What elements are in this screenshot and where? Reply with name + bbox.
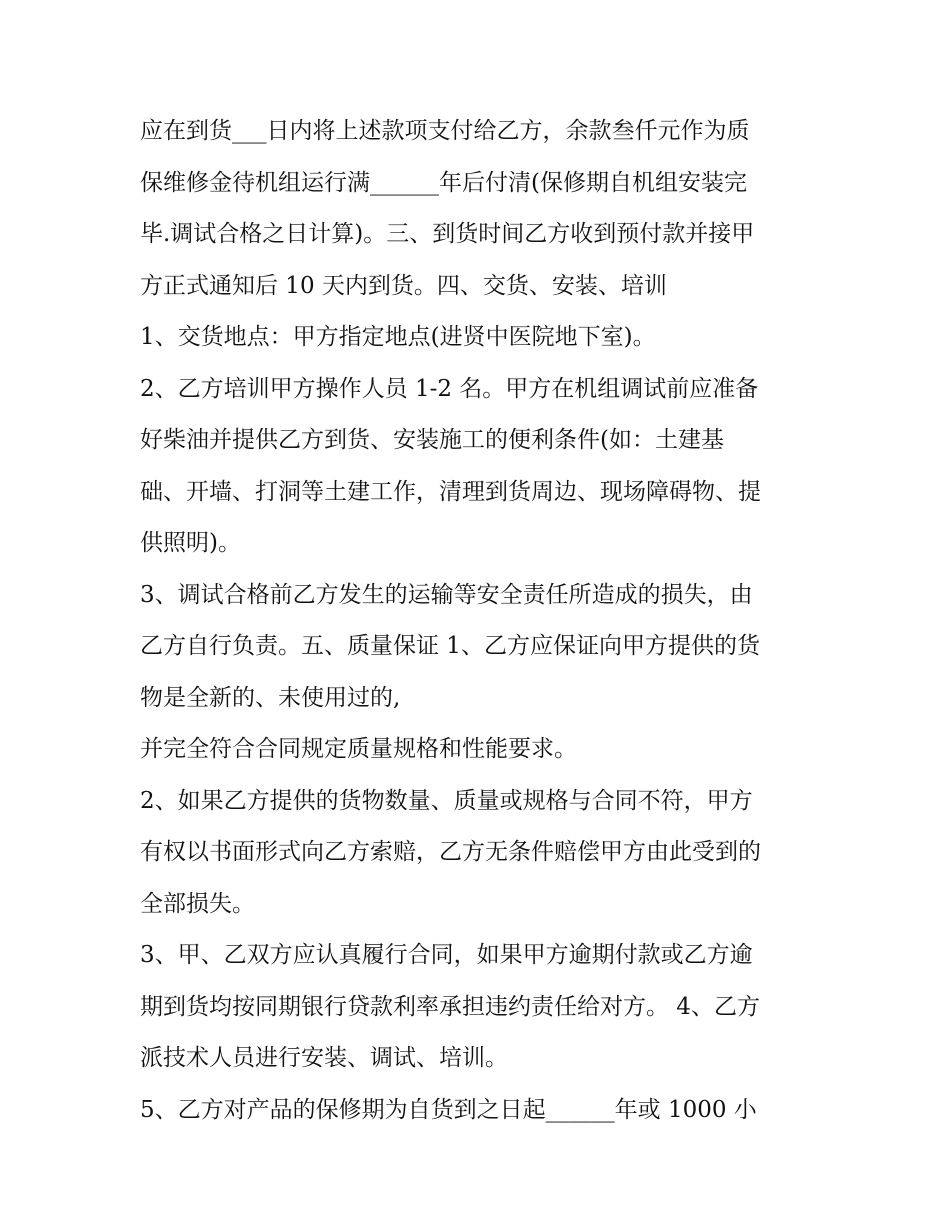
text-line: 有权以书面形式向乙方索赔，乙方无条件赔偿甲方由此受到的	[140, 839, 761, 865]
text-line: 期到货均按同期银行贷款利率承担违约责任给对方。 4、乙方	[140, 993, 760, 1020]
text-line: 5、乙方对产品的保修期为自货到之日起______年或 1000 小	[140, 1096, 757, 1123]
text-line: 应在到货___日内将上述款项支付给乙方，余款叁仟元作为质	[140, 118, 750, 144]
text-line: 保维修金待机组运行满______年后付清(保修期自机组安装完	[140, 169, 747, 196]
text-line: 方正式通知后 10 天内到货。四、交货、安装、培训	[140, 272, 667, 299]
text-line: 2、乙方培训甲方操作人员 1-2 名。甲方在机组调试前应准备	[140, 375, 759, 402]
contract-text-body	[140, 106, 820, 1136]
text-line: 毕.调试合格之日计算)。三、到货时间乙方收到预付款并接甲	[140, 221, 755, 247]
text-line: 1、交货地点：甲方指定地点(进贤中医院地下室)。	[140, 324, 656, 350]
text-line: 3、甲、乙双方应认真履行合同，如果甲方逾期付款或乙方逾	[140, 942, 753, 968]
text-line: 派技术人员进行安装、调试、培训。	[140, 1045, 508, 1071]
text-line: 全部损失。	[140, 890, 255, 917]
text-line: 物是全新的、未使用过的,	[140, 684, 401, 711]
text-line: 乙方自行负责。五、质量保证 1、乙方应保证向甲方提供的货	[140, 633, 760, 659]
text-line: 础、开墙、打洞等土建工作，清理到货周边、现场障碍物、提	[140, 478, 761, 505]
text-line: 供照明)。	[140, 530, 241, 556]
text-line: 2、如果乙方提供的货物数量、质量或规格与合同不符，甲方	[140, 787, 753, 814]
text-line: 并完全符合合同规定质量规格和性能要求。	[140, 736, 577, 762]
text-line: 3、调试合格前乙方发生的运输等安全责任所造成的损失，由	[140, 581, 753, 608]
text-line: 好柴油并提供乙方到货、安装施工的便利条件(如：土建基	[140, 427, 724, 453]
